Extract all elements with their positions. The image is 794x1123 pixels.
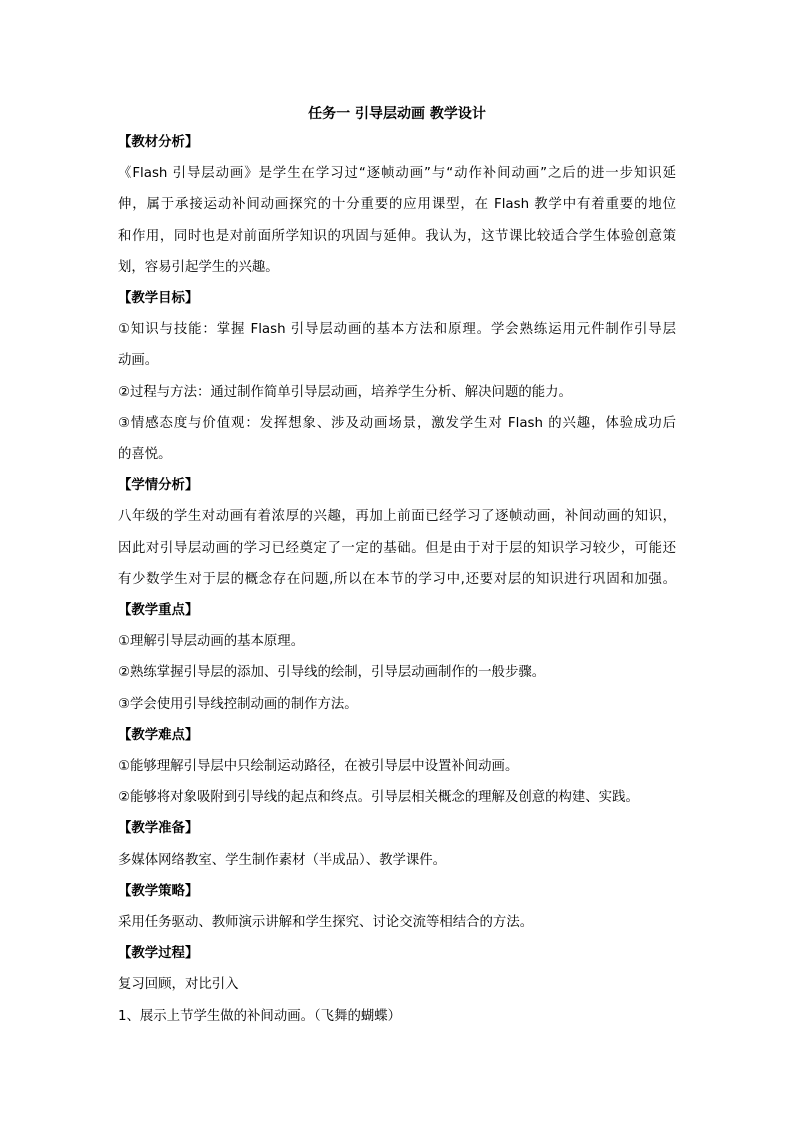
paragraph-line: 动画。 [118, 353, 159, 368]
paragraph-line: 因此对引导层动画的学习已经奠定了一定的基础。但是由于对于层的知识学习较少，可能还 [118, 541, 676, 556]
paragraph-line: ①能够理解引导层中只绘制运动路径，在被引导层中设置补间动画。 [118, 759, 519, 774]
paragraph-line: ①理解引导层动画的基本原理。 [118, 634, 305, 649]
paragraph-line: 复习回顾，对比引入 [118, 977, 239, 992]
section-heading-preparation: 【教学准备】 [118, 821, 199, 836]
paragraph-line: ③情感态度与价值观：发挥想象、涉及动画场景，激发学生对 Flash 的兴趣，体验成功后 [118, 416, 676, 431]
paragraph-line: ②能够将对象吸附到引导线的起点和终点。引导层相关概念的理解及创意的构建、实践。 [118, 790, 639, 805]
section-heading-strategy: 【教学策略】 [118, 884, 199, 899]
section-heading-textbook: 【教材分析】 [118, 135, 199, 150]
paragraph-line: 伸，属于承接运动补间动画探究的十分重要的应用课型，在 Flash 教学中有着重要的地位 [118, 197, 676, 212]
paragraph-line: 多媒体网络教室、学生制作素材（半成品）、教学课件。 [118, 853, 447, 868]
section-heading-students: 【学情分析】 [118, 478, 199, 493]
paragraph-line: ②过程与方法：通过制作简单引导层动画，培养学生分析、解决问题的能力。 [118, 385, 572, 400]
paragraph-line: 和作用，同时也是对前面所学知识的巩固与延伸。我认为，这节课比较适合学生体验创意策 [118, 229, 676, 244]
paragraph-line: 的喜悦。 [118, 447, 172, 462]
paragraph-line: ①知识与技能：掌握 Flash 引导层动画的基本方法和原理。学会熟练运用元件制作引导层 [118, 322, 676, 337]
section-heading-goals: 【教学目标】 [118, 291, 199, 306]
section-heading-key-points: 【教学重点】 [118, 603, 199, 618]
paragraph-line: 有少数学生对于层的概念存在问题,所以在本节的学习中,还要对层的知识进行巩固和加强。 [118, 572, 676, 587]
paragraph-line: 八年级的学生对动画有着浓厚的兴趣，再加上前面已经学习了逐帧动画，补间动画的知识， [118, 509, 676, 524]
paragraph-line: 划，容易引起学生的兴趣。 [118, 260, 279, 275]
paragraph-line: ③学会使用引导线控制动画的制作方法。 [118, 697, 358, 712]
document-title: 任务一 引导层动画 教学设计 [308, 106, 486, 122]
paragraph-line: 1、展示上节学生做的补间动画。（飞舞的蝴蝶） [118, 1009, 402, 1024]
paragraph-line: 采用任务驱动、教师演示讲解和学生探究、讨论交流等相结合的方法。 [118, 915, 534, 930]
paragraph-line: ②熟练掌握引导层的添加、引导线的绘制，引导层动画制作的一般步骤。 [118, 665, 546, 680]
section-heading-process: 【教学过程】 [118, 946, 199, 961]
paragraph-line: 《Flash 引导层动画》是学生在学习过“逐帧动画”与“动作补间动画”之后的进一步知识延 [118, 166, 676, 181]
section-heading-difficulties: 【教学难点】 [118, 728, 199, 743]
